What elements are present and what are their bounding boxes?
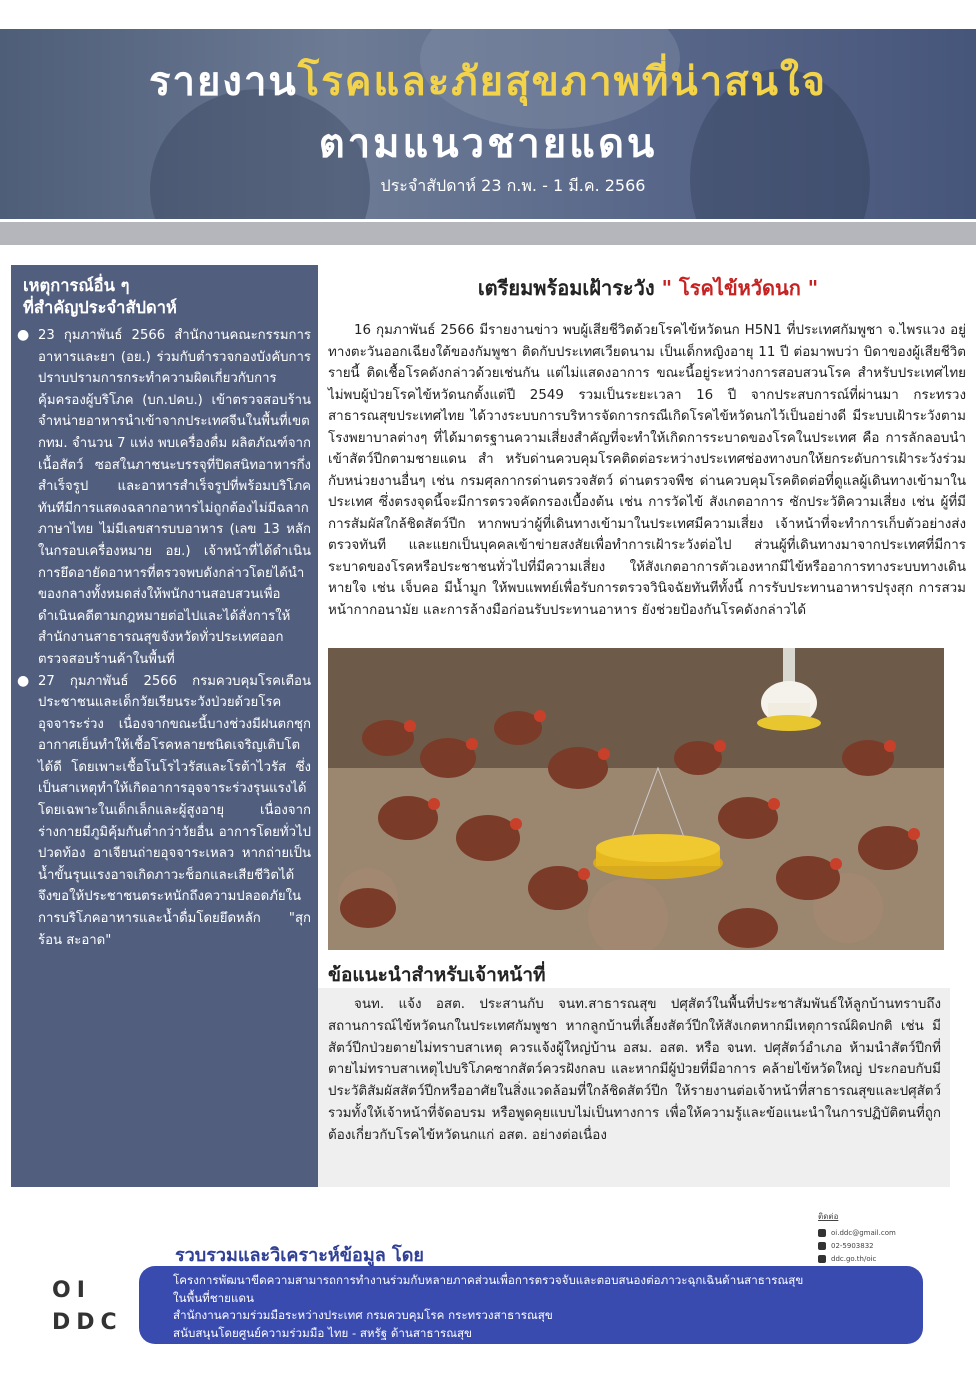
recommendation-box <box>318 988 950 1187</box>
credit-line: สำนักงานความร่วมมือระหว่างประเทศ กรมควบคุมโรค กระทรวงสาธารณสุข <box>173 1308 553 1322</box>
footer-credits-box <box>139 1266 923 1344</box>
logo-line2: DDC <box>52 1310 123 1335</box>
contact-phone: 02-5903832 <box>831 1241 874 1250</box>
credit-line: ในพื้นที่ชายแดน <box>173 1290 254 1305</box>
credit-line: สนับสนุนโดยศูนย์ความร่วมมือ ไทย - สหรัฐ ด้านสาธารณสุข <box>173 1325 472 1340</box>
phone-icon <box>818 1242 826 1250</box>
list-item <box>15 671 311 952</box>
article-body: 16 กุมภาพันธ์ 2566 มีรายงานข่าว พบผู้เสียชีวิตด้วยโรคไข้หวัดนก H5N1 ที่ประเทศกัมพูชา จ.ไพรแวง อยู่ทางตะวันออกเฉียงใต้ของกัมพูชา ติดกับประเทศเวียดนาม เป็นเด็กหญิงอายุ 11 ปี ต่อมาพบว่า บิดาของผู้เสียชีวิตรายนี้ ติดเชื้อโรคดังกล่าวด้วยเช่นกัน แต่ไม่แสดงอาการ ขณะนี้อยู่ระหว่างการสอบสวนโรค สำหรับประเทศไทยไม่พบผู้ป่วยโรคไข้หวัดนกตั้งแต่ปี 2549 รวมเป็นระยะเวลา 16 ปี จากประสบการณ์ที่ผ่านมา กระทรวงสาธารณสุขประเทศไทย ได้วางระบบการบริหารจัดการกรณีเกิดโรคไข้หวัดนกไว้เป็นอย่างดี มีระบบเฝ้าระวังตามโรงพยาบาลต่างๆ ที่ได้มาตรฐานความเสี่ยงสำคัญที่จะทำให้เกิดการระบาดของโรคในประเทศ คือ การลักลอบนำ เข้าสัตว์ปีกตามชายแดน สำ หรับด่านควบคุมโรคติดต่อระหว่างประเทศช่องทางบกให้ยกระดับการเฝ้าระวังร่วมกับหน่วยงานอื่นๆ เช่น กรมศุลกากรด่านตรวจสัตว์ ด่านตรวจพืช ด่านควบคุมโรคติดต่อที่ดูแลผู้เดินทางเข้ามาในประเทศ ซึ่งตรงจุดนี้จะมีการตรวจคัดกรองเบื้องต้น เช่น การวัดไข้ สังเกตอาการ ซักประวัติความเสี่ยง เช่น ผู้ที่มีการสัมผัสใกล้ชิดสัตว์ปีก หากพบว่าผู้ที่เดินทางเข้ามาในประเทศมีความเสี่ยง เจ้าหน้าที่จะทำการเก็บตัวอย่างส่งตรวจทันที และแยกเป็นบุคคลเข้าข่ายสงสัยเพื่อทำการเฝ้าระวังต่อไป ส่วนผู้ที่เดินทางมาจากประเทศที่มีการระบาดของโรคหรือประชาชนทั่วไปที่มีความเสี่ยง ให้สังเกตอาการตัวเองหากมีไข้หรืออาการทางระบบทางเดินหายใจ เช่น เจ็บคอ มีน้ำมูก ให้พบแพทย์เพื่อรับการตรวจวินิจฉัยทันทีทั้งนี้ การรับประทานอาหารปรุงสุก การสวมหน้ากากอนามัย และการล้างมือก่อนรับประทานอาหาร ยังช่วยป้องกันโรคดังกล่าวได้ <box>328 323 966 618</box>
contact-row <box>818 1252 938 1265</box>
article-heading-topic: " โรคไข้หวัดนก " <box>661 276 819 300</box>
credit-line: โครงการพัฒนาขีดความสามารถการทำงานร่วมกับหลายภาคส่วนเพื่อการตรวจจับและตอบสนองต่อภาวะฉุกเฉินด้านสาธารณสุข <box>173 1273 804 1287</box>
sidebar-title-line1: เหตุการณ์อื่น ๆ <box>23 276 130 295</box>
divider-bar <box>0 222 976 245</box>
contact-row <box>818 1239 938 1252</box>
bullet-icon: ● <box>17 327 30 343</box>
sidebar-event-list <box>15 325 311 951</box>
report-period: ประจำสัปดาห์ 23 ก.พ. - 1 มี.ค. 2566 <box>380 176 646 195</box>
report-title-yellow: โรคและภัยสุขภาพที่น่าสนใจ <box>297 59 827 105</box>
contact-website: ddc.go.th/oic <box>831 1254 877 1263</box>
contact-row <box>818 1226 938 1239</box>
footer-credits <box>173 1272 893 1342</box>
footer-title: รวบรวมและวิเคราะห์ข้อมูล โดย <box>175 1245 424 1266</box>
report-title-white: รายงาน <box>149 59 298 105</box>
sidebar-title-line2: ที่สำคัญประจำสัปดาห์ <box>23 298 177 317</box>
header-banner <box>0 29 976 219</box>
report-title-line2: ตามแนวชายแดน <box>318 121 658 167</box>
contact-info <box>818 1210 938 1265</box>
sidebar-title <box>23 275 303 319</box>
recommendation-heading: ข้อแนะนำสำหรับเจ้าหน้าที่ <box>328 964 546 986</box>
contact-email: oi.ddc@gmail.com <box>831 1228 896 1237</box>
oi-ddc-logo <box>52 1275 132 1339</box>
event-text: 23 กุมภาพันธ์ 2566 สำนักงานคณะกรรมการอาหารและยา (อย.) ร่วมกับตำรวจกองบังคับการปราบปรามการกระทำความผิดเกี่ยวกับการคุ้มครองผู้บริโภค (บก.ปคบ.) เข้าตรวจสอบร้านจำหน่ายอาหารนำเข้าจากประเทศจีนในพื้นที่เขต กทม. จำนวน 7 แห่ง พบเครื่องดื่ม ผลิตภัณฑ์จากเนื้อสัตว์ ซอสในภาชนะบรรจุที่ปิดสนิทอาหารกึ่งสำเร็จรูป และอาหารสำเร็จรูปที่พร้อมบริโภคทันทีมีการแสดงฉลากอาหารไม่ถูกต้องไม่มีฉลากภาษาไทย ไม่มีเลขสารบบอาหาร (เลข 13 หลักในกรอบเครื่องหมาย อย.) เจ้าหน้าที่ได้ดำเนินการยึดอายัดอาหารที่ตรวจพบดังกล่าวโดยได้นำของกลางทั้งหมดส่งให้พนักงานสอบสวนเพื่อดำเนินคดีตามกฎหมายต่อไปและได้สั่งการให้สำนักงานสาธารณสุขจังหวัดทั่วประเทศออกตรวจสอบร้านค้าในพื้นที่ <box>38 328 311 667</box>
web-icon <box>818 1255 826 1263</box>
chicken-farm-illustration <box>328 648 944 950</box>
report-title <box>0 49 976 113</box>
event-text: 27 กุมภาพันธ์ 2566 กรมควบคุมโรคเตือนประชาชนและเด็กวัยเรียนระวังป่วยด้วยโรคอุจจาระร่วง เนื่องจากขณะนี้บางช่วงมีฝนตกชุกอากาศเย็นทำให้เชื้อโรคหลายชนิดเจริญเติบโตได้ดี โดยเพาะเชื้อโนโรไวรัสและโรต้าไวรัส ซึ่งเป็นสาเหตุทำให้เกิดอาการอุจจาระร่วงรุนแรงได้โดยเฉพาะในเด็กเล็กและผู้สูงอายุ เนื่องจากร่างกายมีภูมิคุ้มกันต่ำกว่าวัยอื่น อาการโดยทั่วไปปวดท้อง อาเจียนถ่ายอุจจาระเหลว หากถ่ายเป็นน้ำขั้นรุนแรงอาจเกิดภาวะช็อกและเสียชีวิตได้ จึงขอให้ประชาชนตระหนักถึงความปลอดภัยในการบริโภคอาหารและน้ำดื่มโดยยึดหลัก "สุก ร้อน สะอาด" <box>38 673 311 948</box>
recommendation-body: จนท. แจ้ง อสต. ประสานกับ จนท.สาธารณสุข ปศุสัตว์ในพื้นที่ประชาสัมพันธ์ให้ลูกบ้านทราบถึงสถานการณ์ไข้หวัดนกในประเทศกัมพูชา หากลูกบ้านที่เลี้ยงสัตว์ปีกให้สังเกตหากมีเหตุการณ์ผิดปกติ เช่น มีสัตว์ปีกป่วยตายไม่ทราบสาเหตุ ควรแจ้งผู้ใหญ่บ้าน อสม. อสต. หรือ จนท. ปศุสัตว์อำเภอ ห้ามนำสัตว์ปีกที่ตายไม่ทราบสาเหตุไปบริโภคซากสัตว์ควรฝังกลบ และหากมีผู้ป่วยที่มีอาการ คล้ายไข้หวัดใหญ่ ประกอบกับมีประวัติสัมผัสสัตว์ปีกหรืออาศัยในสิ่งแวดล้อมที่ใกล้ชิดสัตว์ปีก ให้รายงานต่อเจ้าหน้าที่สาธารณสุขและปศุสัตว์รวมทั้งให้เจ้าหน้าที่จัดอบรม หรือพูดคุยแบบไม่เป็นทางการ เพื่อให้ความรู้และข้อแนะนำในการปฏิบัติตนที่ถูกต้องเกี่ยวกับโรคไข้หวัดนกแก่ อสต. อย่างต่อเนื่อง <box>328 997 941 1143</box>
article-heading <box>330 272 966 304</box>
logo-line1: OI <box>52 1278 91 1303</box>
article-heading-text: เตรียมพร้อมเฝ้าระวัง <box>477 276 655 300</box>
email-icon <box>818 1229 826 1237</box>
list-item <box>15 325 311 671</box>
chicken-farm-photo <box>328 648 944 950</box>
sidebar-other-events <box>11 265 318 1187</box>
contact-heading: ติดต่อ <box>818 1212 839 1221</box>
bullet-icon: ● <box>17 672 30 689</box>
